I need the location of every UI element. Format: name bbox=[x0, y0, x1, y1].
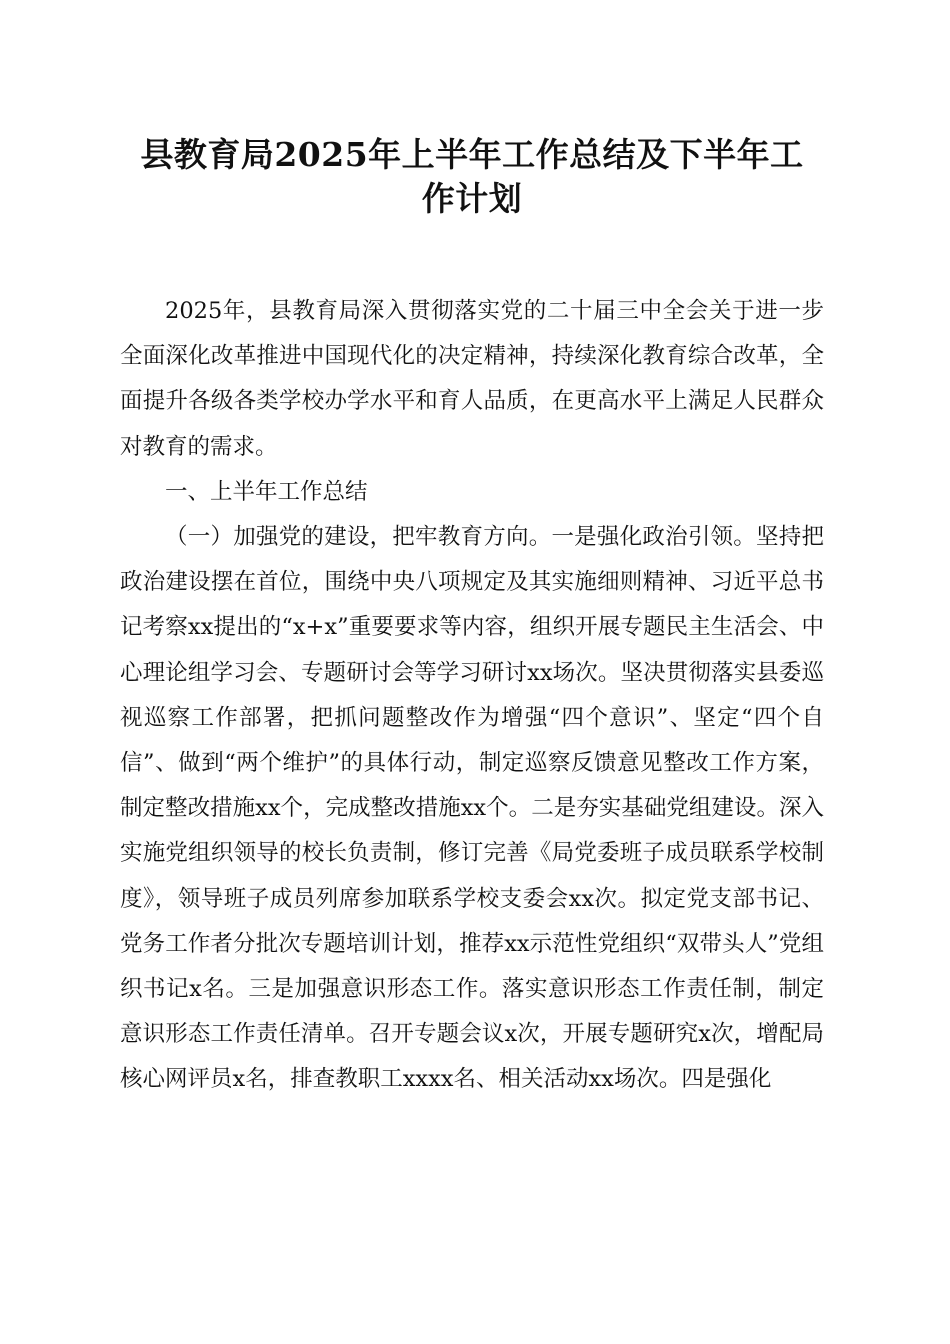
document-page bbox=[120, 133, 824, 1103]
subsection-heading-1: （一）加强党的建设，把牢教育方向。 bbox=[165, 524, 552, 551]
section-heading-1: 一、上半年工作总结 bbox=[165, 478, 368, 505]
subsection-paragraph-1 bbox=[120, 515, 824, 1103]
document-body bbox=[120, 289, 824, 1103]
subsection-body-1: 一是强化政治引领。坚持把政治建设摆在首位，围绕中央八项规定及其实施细则精神、习近平总书记考察xx提出的“x+x”重要要求等内容，组织开展专题民主生活会、中心理论组学习会、专题研讨会等学习研讨xx场次。坚决贯彻落实县委巡视巡察工作部署，把抓问题整改作为增强“四个意识”、坚定“四个自信”、做到“两个维护”的具体行动，制定巡察反馈意见整改工作方案，制定整改措施xx个，完成整改措施xx个。二是夯实基础党组建设。深入实施党组织领导的校长负责制，修订完善《局党委班子成员联系学校制度》，领导班子成员列席参加联系学校支委会xx次。拟定党支部书记、党务工作者分批次专题培训计划，推荐xx示范性党组织“双带头人”党组织书记x名。三是加强意识形态工作。落实意识形态工作责任制，制定意识形态工作责任清单。召开专题会议x次，开展专题研究x次，增配局核心网评员x名，排查教职工xxxx名、相关活动xx场次。四是强化 bbox=[120, 524, 824, 1093]
intro-paragraph: 2025年，县教育局深入贯彻落实党的二十届三中全会关于进一步全面深化改革推进中国现代化的决定精神，持续深化教育综合改革，全面提升各级各类学校办学水平和育人品质，在更高水平上满足人民群众对教育的需求。 bbox=[120, 298, 824, 460]
document-title bbox=[120, 133, 824, 221]
title-line-2: 作计划 bbox=[421, 179, 523, 218]
title-line-1: 县教育局2025年上半年工作总结及下半年工 bbox=[140, 135, 804, 174]
